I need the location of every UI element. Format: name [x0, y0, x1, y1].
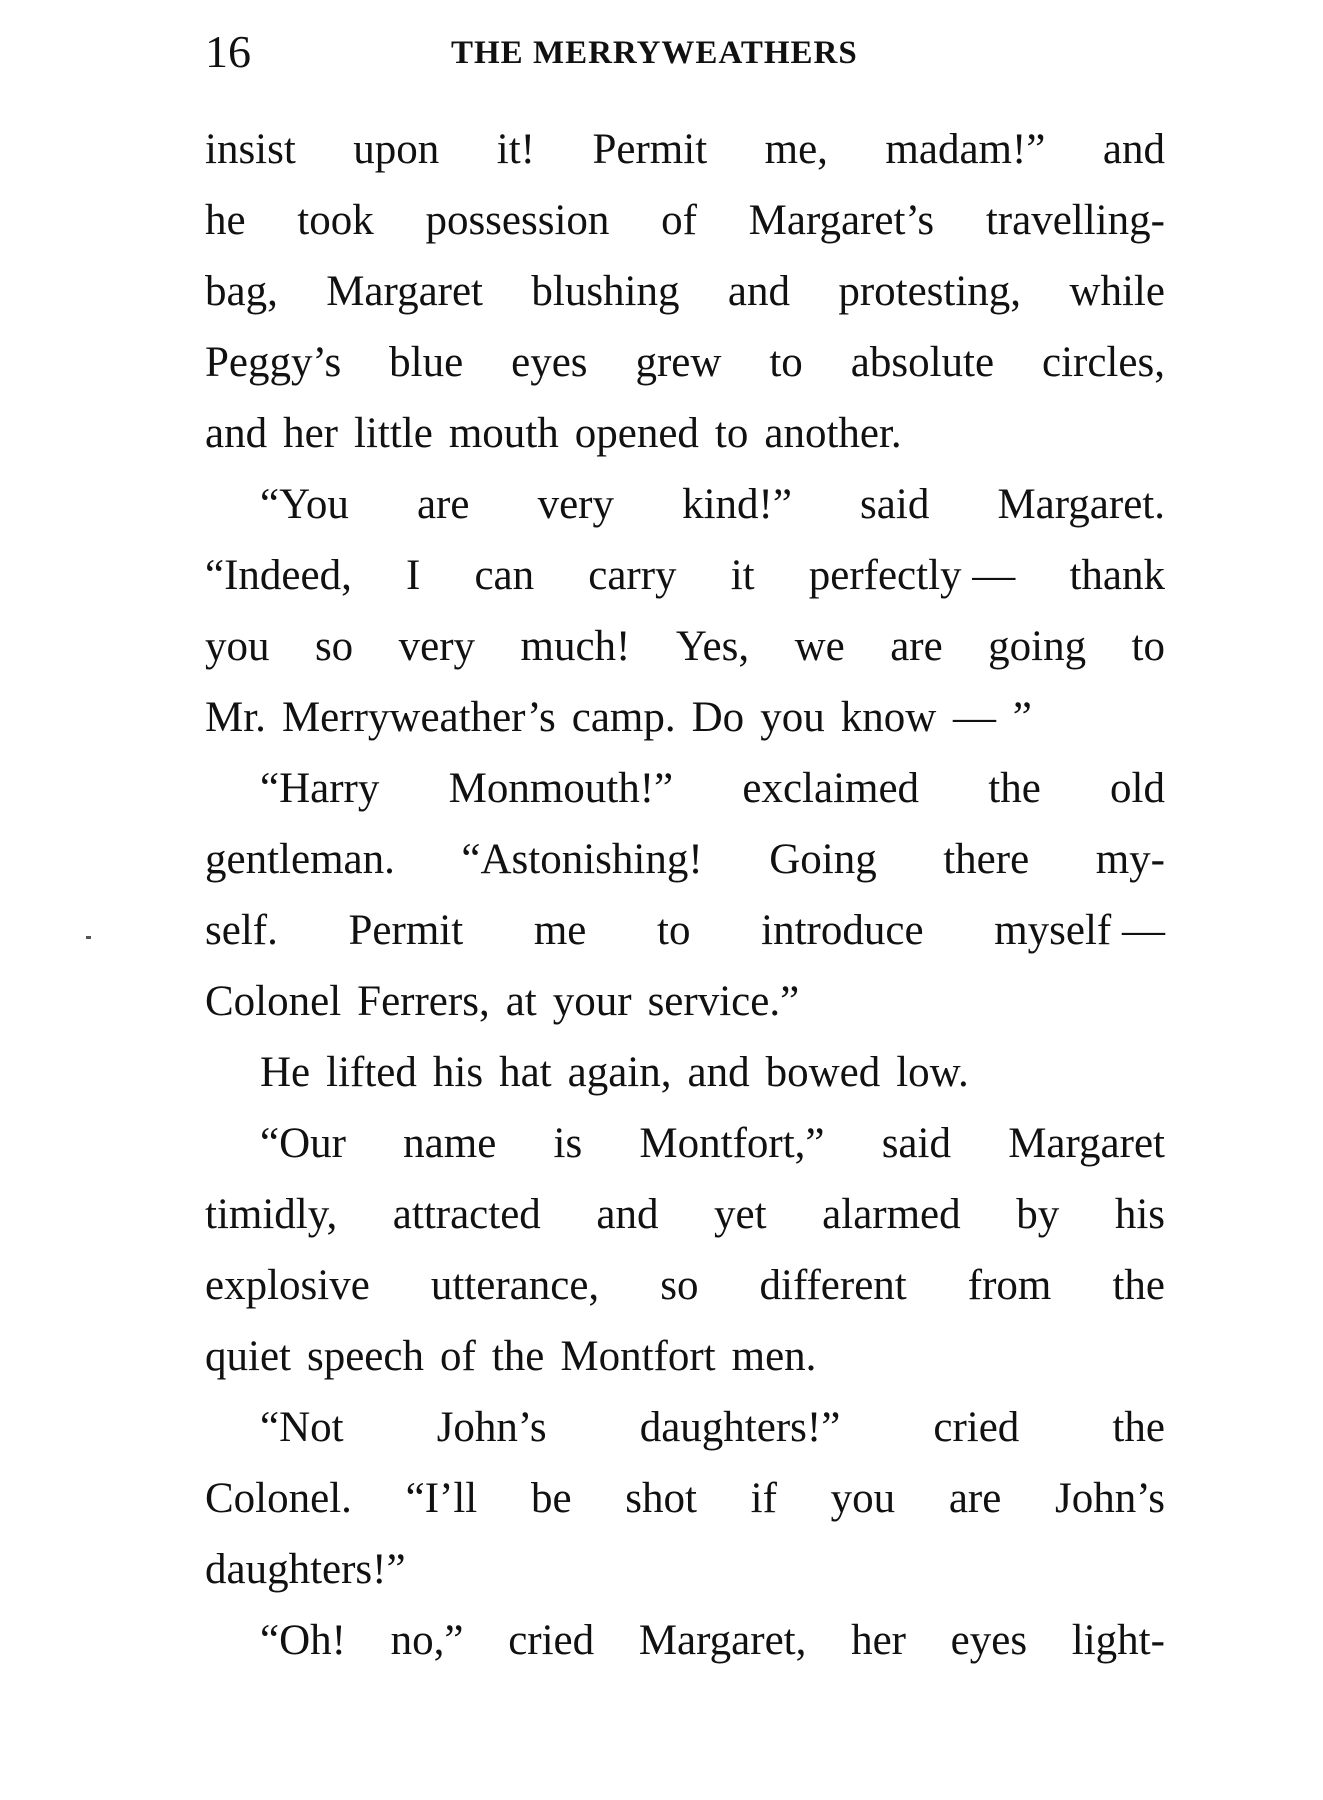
word: going — [988, 623, 1087, 670]
word: Yes, — [675, 623, 750, 670]
word: attracted — [392, 1191, 541, 1238]
word: “I’ll — [405, 1475, 478, 1522]
word: circles, — [1042, 339, 1165, 386]
word: service.” — [647, 978, 800, 1025]
word: very — [537, 481, 614, 528]
text-line — [205, 1250, 1165, 1321]
word: different — [759, 1262, 907, 1309]
word: “You — [260, 481, 349, 528]
word: shot — [625, 1475, 697, 1522]
text-line — [205, 185, 1165, 256]
text-line — [205, 398, 1165, 469]
word: protesting, — [838, 268, 1022, 315]
word: so — [660, 1262, 699, 1309]
word: much! — [520, 623, 631, 670]
word: Margaret — [1008, 1120, 1165, 1167]
word: me, — [764, 126, 828, 173]
word: Ferrers, — [357, 978, 490, 1025]
word: her — [851, 1617, 906, 1664]
word: explosive — [205, 1262, 370, 1309]
word: his — [432, 1049, 484, 1096]
word: gentleman. — [205, 836, 395, 883]
word: and — [1102, 126, 1165, 173]
word: Colonel — [205, 978, 342, 1025]
word: Peggy’s — [205, 339, 342, 386]
word: and — [205, 410, 268, 457]
word: “Not — [260, 1404, 344, 1451]
word: old — [1110, 765, 1165, 812]
word: are — [948, 1475, 1002, 1522]
running-head — [205, 22, 1165, 82]
word: at — [505, 978, 537, 1025]
word: Margaret — [326, 268, 484, 315]
word: to — [657, 907, 691, 954]
word: He — [260, 1049, 311, 1096]
text-line — [205, 1108, 1165, 1179]
word: to — [1131, 623, 1165, 670]
word: bowed — [765, 1049, 881, 1096]
word: can — [474, 552, 535, 599]
text-line — [205, 1392, 1165, 1463]
word: daughters!” — [205, 1546, 406, 1593]
word: light- — [1071, 1617, 1165, 1664]
word: Going — [769, 836, 877, 883]
word: yet — [714, 1191, 767, 1238]
word: be — [530, 1475, 572, 1522]
text-line — [205, 1179, 1165, 1250]
word: we — [794, 623, 845, 670]
word: his — [1114, 1191, 1165, 1238]
word: bag, — [205, 268, 278, 315]
word: little — [354, 410, 433, 457]
word: self. — [205, 907, 278, 954]
word: to — [769, 339, 803, 386]
text-line — [205, 256, 1165, 327]
word: exclaimed — [742, 765, 920, 812]
text-line — [205, 327, 1165, 398]
word: to — [714, 410, 749, 457]
word: Permit — [348, 907, 464, 954]
text-line — [205, 753, 1165, 824]
word: again, — [567, 1049, 672, 1096]
running-title: THE MERRYWEATHERS — [451, 35, 858, 71]
word: very — [398, 623, 476, 670]
word: and — [596, 1191, 659, 1238]
word: daughters!” — [639, 1404, 841, 1451]
word: “Our — [260, 1120, 346, 1167]
word: another. — [764, 410, 902, 457]
word: the — [988, 765, 1041, 812]
text-line — [205, 966, 1165, 1037]
word: it — [730, 552, 755, 599]
word: lifted — [326, 1049, 417, 1096]
word: Colonel. — [205, 1475, 352, 1522]
word: I — [405, 552, 421, 599]
word: “Indeed, — [205, 552, 352, 599]
text-line — [205, 682, 1165, 753]
word: opened — [574, 410, 699, 457]
word: and — [727, 268, 790, 315]
page-number: 16 — [205, 26, 251, 77]
word: took — [297, 197, 374, 244]
word: men. — [731, 1333, 817, 1380]
word: insist — [205, 126, 296, 173]
word: absolute — [850, 339, 995, 386]
word: blushing — [531, 268, 680, 315]
text-line — [205, 114, 1165, 185]
word: said — [881, 1120, 951, 1167]
word: madam!” — [885, 126, 1046, 173]
word: know — ” — [840, 694, 1032, 741]
text-line — [205, 824, 1165, 895]
word: my- — [1095, 836, 1165, 883]
word: “Harry — [260, 765, 380, 812]
word: of — [661, 197, 697, 244]
word: utterance, — [430, 1262, 600, 1309]
word: so — [314, 623, 354, 670]
margin-mark — [86, 936, 91, 939]
word: he — [205, 197, 246, 244]
word: the — [491, 1333, 545, 1380]
word: Margaret, — [638, 1617, 807, 1664]
word: John’s — [436, 1404, 547, 1451]
word: perfectly — — [808, 552, 1016, 599]
word: cried — [508, 1617, 595, 1664]
text-line — [205, 1037, 1165, 1108]
word: from — [967, 1262, 1052, 1309]
word: hat — [499, 1049, 552, 1096]
word: your — [552, 978, 632, 1025]
text-line — [205, 540, 1165, 611]
word: Merryweather’s — [281, 694, 556, 741]
word: Montfort,” — [639, 1120, 825, 1167]
text-line — [205, 469, 1165, 540]
word: alarmed — [822, 1191, 961, 1238]
word: eyes — [511, 339, 588, 386]
word: there — [943, 836, 1030, 883]
word: Montfort — [560, 1333, 716, 1380]
word: said — [860, 481, 930, 528]
word: name — [403, 1120, 497, 1167]
word: quiet — [205, 1333, 291, 1380]
word: low. — [896, 1049, 969, 1096]
word: grew — [635, 339, 722, 386]
word: no,” — [390, 1617, 464, 1664]
word: Margaret’s — [748, 197, 935, 244]
word: carry — [588, 552, 677, 599]
text-line — [205, 1534, 1165, 1605]
word: Margaret. — [997, 481, 1165, 528]
word: you — [760, 694, 825, 741]
word: Mr. — [205, 694, 266, 741]
word: travelling- — [985, 197, 1165, 244]
text-line — [205, 1321, 1165, 1392]
word: you — [205, 623, 270, 670]
word: camp. — [571, 694, 676, 741]
word: mouth — [448, 410, 559, 457]
word: thank — [1069, 552, 1165, 599]
word: Monmouth!” — [448, 765, 674, 812]
word: is — [553, 1120, 583, 1167]
text-line — [205, 895, 1165, 966]
word: speech — [306, 1333, 424, 1380]
word: John’s — [1055, 1475, 1165, 1522]
word: myself — — [994, 907, 1165, 954]
word: eyes — [950, 1617, 1028, 1664]
word: upon — [353, 126, 440, 173]
word: kind!” — [682, 481, 792, 528]
word: blue — [389, 339, 464, 386]
word: the — [1112, 1404, 1165, 1451]
word: it! — [496, 126, 535, 173]
word: her — [283, 410, 338, 457]
word: “Oh! — [260, 1617, 346, 1664]
word: of — [439, 1333, 476, 1380]
word: by — [1016, 1191, 1060, 1238]
body-text — [205, 114, 1165, 1676]
word: Permit — [592, 126, 708, 173]
word: timidly, — [205, 1191, 338, 1238]
word: and — [687, 1049, 750, 1096]
text-line — [205, 611, 1165, 682]
word: the — [1112, 1262, 1165, 1309]
word: while — [1069, 268, 1165, 315]
word: are — [890, 623, 943, 670]
word: possession — [425, 197, 610, 244]
word: me — [533, 907, 587, 954]
text-line — [205, 1463, 1165, 1534]
word: “Astonishing! — [461, 836, 703, 883]
word: introduce — [761, 907, 924, 954]
text-line — [205, 1605, 1165, 1676]
word: Do — [691, 694, 745, 741]
word: cried — [933, 1404, 1020, 1451]
word: are — [416, 481, 470, 528]
word: you — [830, 1475, 896, 1522]
word: if — [750, 1475, 777, 1522]
